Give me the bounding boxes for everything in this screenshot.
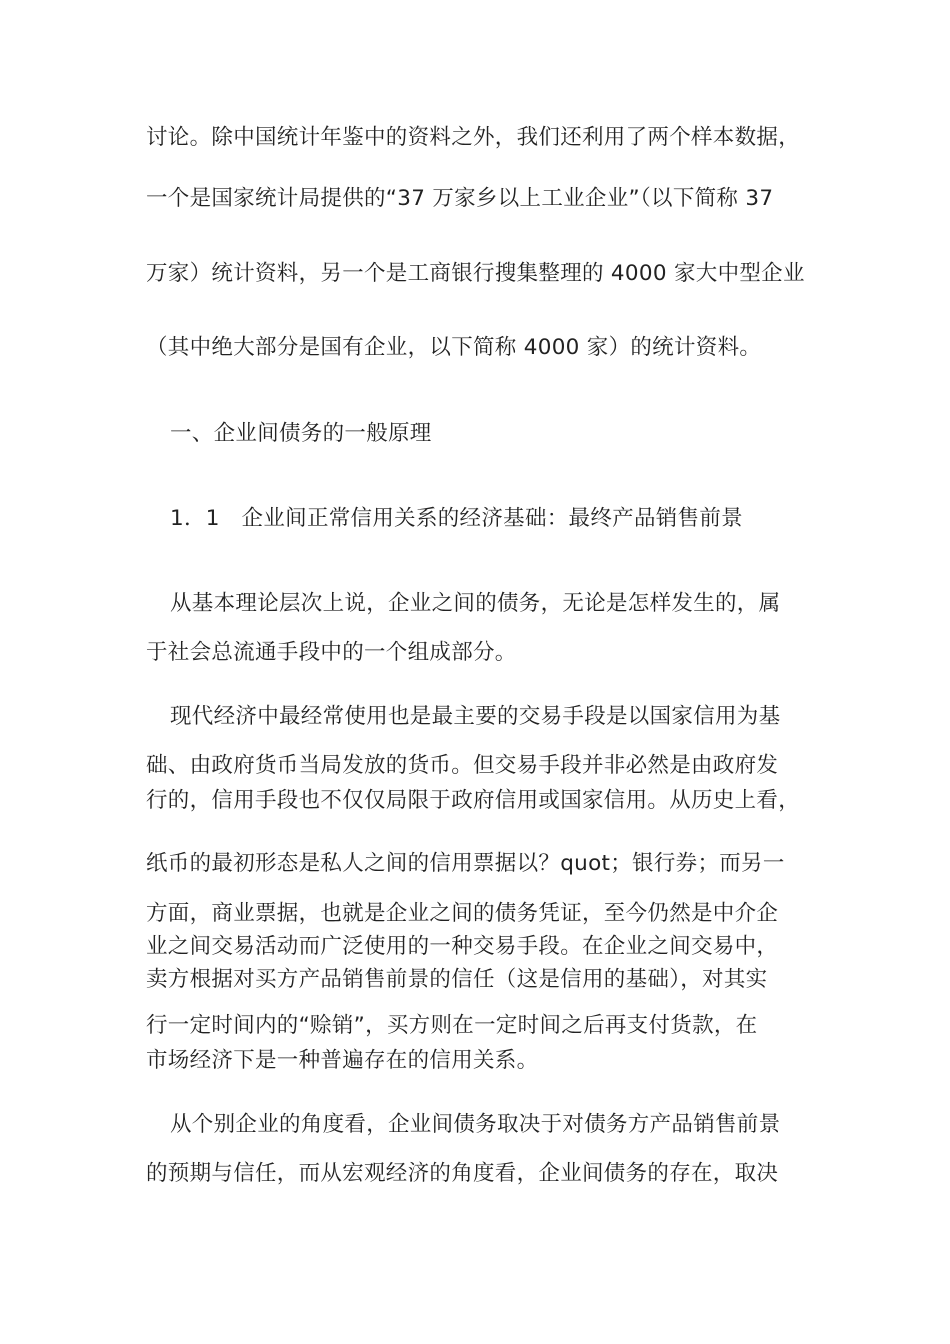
- paragraph-line: 市场经济下是一种普遍存在的信用关系。: [146, 1048, 539, 1073]
- paragraph-line: 础、由政府货币当局发放的货币。但交易手段并非必然是由政府发: [146, 753, 779, 778]
- paragraph-line: 现代经济中最经常使用也是最主要的交易手段是以国家信用为基: [170, 704, 781, 729]
- paragraph-line: 行的，信用手段也不仅仅局限于政府信用或国家信用。从历史上看，: [146, 788, 801, 813]
- paragraph-line: 讨论。除中国统计年鉴中的资料之外，我们还利用了两个样本数据，: [146, 125, 801, 150]
- paragraph-line: 于社会总流通手段中的一个组成部分。: [146, 640, 517, 665]
- section-heading: 一、企业间债务的一般原理: [170, 421, 432, 446]
- paragraph-line: 行一定时间内的“赊销”，买方则在一定时间之后再支付货款，在: [146, 1013, 758, 1038]
- paragraph-line: 从基本理论层次上说，企业之间的债务，无论是怎样发生的，属: [170, 591, 781, 616]
- paragraph-line: 的预期与信任，而从宏观经济的角度看，企业间债务的存在，取决: [146, 1161, 779, 1186]
- paragraph-line: 一个是国家统计局提供的“37 万家乡以上工业企业”（以下简称 37: [146, 186, 774, 211]
- paragraph-line: 业之间交易活动而广泛使用的一种交易手段。在企业之间交易中，: [146, 934, 779, 959]
- paragraph-line: 从个别企业的角度看，企业间债务取决于对债务方产品销售前景: [170, 1112, 781, 1137]
- paragraph-line: 方面，商业票据，也就是企业之间的债务凭证，至今仍然是中介企: [146, 901, 779, 926]
- subsection-heading: 1．1 企业间正常信用关系的经济基础：最终产品销售前景: [170, 506, 743, 531]
- paragraph-line: 纸币的最初形态是私人之间的信用票据以？quot；银行券；而另一: [146, 851, 785, 876]
- paragraph-line: 卖方根据对买方产品销售前景的信任（这是信用的基础），对其实: [146, 967, 768, 992]
- paragraph-line: 万家）统计资料，另一个是工商银行搜集整理的 4000 家大中型企业: [146, 261, 805, 286]
- paragraph-line: （其中绝大部分是国有企业，以下简称 4000 家）的统计资料。: [146, 335, 762, 360]
